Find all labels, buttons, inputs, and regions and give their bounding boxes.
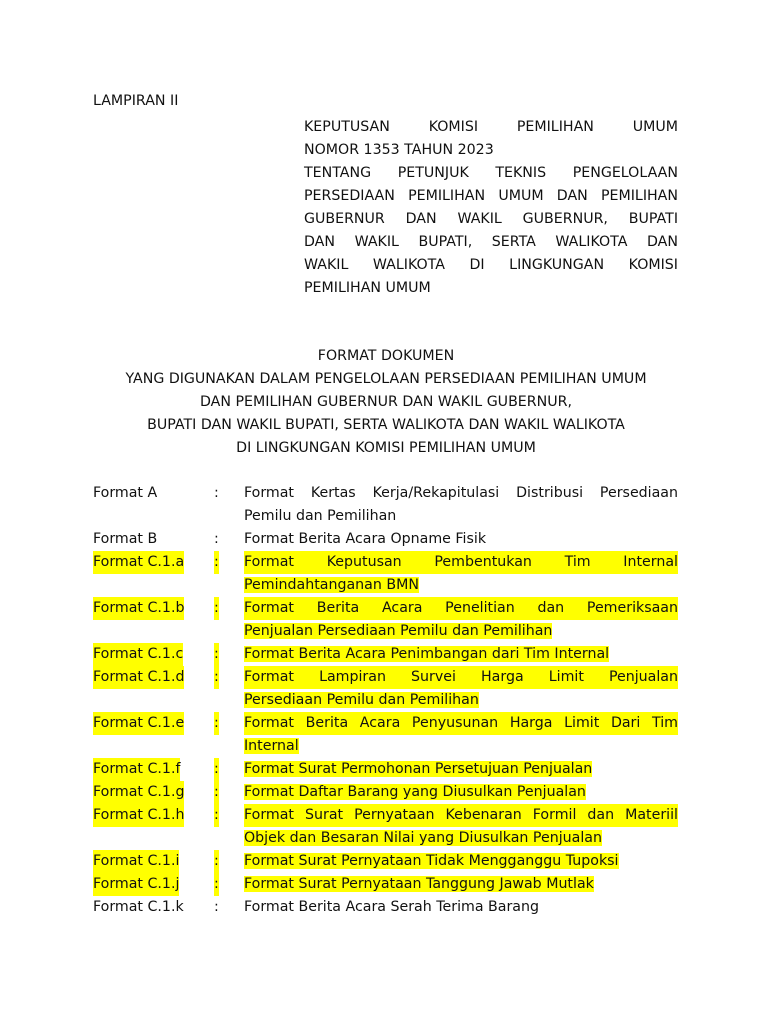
format-description-text: Objek dan Besaran Nilai yang Diusulkan Penjualan (244, 830, 602, 846)
format-description (244, 643, 678, 666)
format-row (93, 597, 678, 643)
format-description (244, 873, 678, 896)
format-colon: : (214, 531, 219, 547)
format-description-text: Format Berita Acara Serah Terima Barang (244, 899, 539, 915)
format-colon: : (214, 781, 219, 804)
format-row (93, 781, 678, 804)
format-description (244, 666, 678, 712)
reference-line: DAN WAKIL BUPATI, SERTA WALIKOTA DAN (304, 234, 678, 250)
format-colon: : (214, 850, 219, 873)
format-description-line (244, 643, 678, 666)
format-code: Format C.1.j (93, 873, 179, 896)
lampiran-label: LAMPIRAN II (93, 93, 179, 109)
format-description-line (244, 482, 678, 505)
format-code: Format A (93, 485, 158, 501)
format-row (93, 551, 678, 597)
format-description-text: Format Berita Acara Penimbangan dari Tim Internal (244, 646, 610, 662)
format-description-text: Format Surat Permohonan Persetujuan Penjualan (244, 761, 593, 777)
format-code: Format C.1.k (93, 899, 184, 915)
format-colon: : (214, 485, 219, 501)
format-row (93, 482, 678, 528)
format-colon: : (214, 643, 219, 666)
format-description (244, 850, 678, 873)
format-row (93, 528, 678, 551)
format-description-text: Format Surat Pernyataan Kebenaran Formil dan Materiil (244, 807, 678, 823)
format-description-line (244, 666, 678, 689)
format-description-line (244, 528, 678, 551)
format-description-text: Format Lampiran Survei Harga Limit Penjualan (244, 669, 678, 685)
format-description-line (244, 896, 678, 919)
format-description-line (244, 505, 678, 528)
format-description-line (244, 597, 678, 620)
format-description-line (244, 689, 678, 712)
format-description-line (244, 735, 678, 758)
format-description (244, 482, 678, 528)
reference-line: GUBERNUR DAN WAKIL GUBERNUR, BUPATI (304, 211, 678, 227)
format-description-text: Pemindahtanganan BMN (244, 577, 419, 593)
format-list (93, 482, 678, 919)
format-colon: : (214, 666, 219, 689)
format-row (93, 850, 678, 873)
format-description (244, 528, 678, 551)
reference-line: TENTANG PETUNJUK TEKNIS PENGELOLAAN (304, 165, 678, 181)
format-code: Format C.1.d (93, 666, 184, 689)
format-row (93, 758, 678, 781)
reference-line: KEPUTUSAN KOMISI PEMILIHAN UMUM (304, 119, 678, 135)
format-colon: : (214, 758, 219, 781)
format-description-text: Format Surat Pernyataan Tidak Mengganggu Tupoksi (244, 853, 619, 869)
format-code: Format C.1.e (93, 712, 184, 735)
format-code: Format C.1.g (93, 781, 184, 804)
format-description-text: Penjualan Persediaan Pemilu dan Pemilihan (244, 623, 553, 639)
format-colon: : (214, 551, 219, 574)
format-description-text: Internal (244, 738, 299, 754)
format-row (93, 804, 678, 850)
format-description-text: Format Keputusan Pembentukan Tim Internal (244, 554, 678, 570)
format-description-line (244, 712, 678, 735)
format-description (244, 896, 678, 919)
format-code: Format C.1.b (93, 597, 184, 620)
format-code: Format B (93, 531, 158, 547)
title-line: DAN PEMILIHAN GUBERNUR DAN WAKIL GUBERNUR, (200, 394, 572, 410)
format-description-line (244, 620, 678, 643)
title-line: FORMAT DOKUMEN (317, 348, 455, 364)
format-description (244, 597, 678, 643)
format-description-line (244, 551, 678, 574)
format-description (244, 551, 678, 597)
format-colon: : (214, 712, 219, 735)
reference-line: PEMILIHAN UMUM (304, 280, 431, 296)
format-row (93, 712, 678, 758)
format-description (244, 712, 678, 758)
format-code: Format C.1.i (93, 850, 179, 873)
decree-reference (304, 116, 678, 300)
title-line: YANG DIGUNAKAN DALAM PENGELOLAAN PERSEDIAAN PEMILIHAN UMUM (125, 371, 647, 387)
format-description-line (244, 758, 678, 781)
format-description-text: Persediaan Pemilu dan Pemilihan (244, 692, 479, 708)
format-code: Format C.1.a (93, 551, 184, 574)
format-description-text: Format Berita Acara Penyusunan Harga Limit Dari Tim (244, 715, 678, 731)
format-row (93, 643, 678, 666)
format-row (93, 666, 678, 712)
format-description-text: Format Kertas Kerja/Rekapitulasi Distribusi Persediaan (244, 485, 678, 501)
document-title (70, 345, 702, 460)
format-description (244, 781, 678, 804)
format-description-text: Format Berita Acara Opname Fisik (244, 531, 487, 547)
format-colon: : (214, 873, 219, 896)
format-row (93, 896, 678, 919)
format-row (93, 873, 678, 896)
format-description-text: Pemilu dan Pemilihan (244, 508, 397, 524)
format-description (244, 804, 678, 850)
format-description-line (244, 804, 678, 827)
format-description-text: Format Berita Acara Penelitian dan Pemeriksaan (244, 600, 678, 616)
format-description-line (244, 781, 678, 804)
reference-line: NOMOR 1353 TAHUN 2023 (304, 142, 494, 158)
format-description-line (244, 827, 678, 850)
format-description-text: Format Surat Pernyataan Tanggung Jawab Mutlak (244, 876, 594, 892)
format-description-line (244, 574, 678, 597)
title-line: DI LINGKUNGAN KOMISI PEMILIHAN UMUM (236, 440, 536, 456)
format-colon: : (214, 597, 219, 620)
format-colon: : (214, 804, 219, 827)
reference-line: PERSEDIAAN PEMILIHAN UMUM DAN PEMILIHAN (304, 188, 678, 204)
format-code: Format C.1.h (93, 804, 184, 827)
format-colon: : (214, 899, 219, 915)
format-description-line (244, 873, 678, 896)
format-description-text: Format Daftar Barang yang Diusulkan Penjualan (244, 784, 586, 800)
format-code: Format C.1.c (93, 643, 183, 666)
format-description-line (244, 850, 678, 873)
title-line: BUPATI DAN WAKIL BUPATI, SERTA WALIKOTA DAN WAKIL WALIKOTA (147, 417, 625, 433)
reference-line: WAKIL WALIKOTA DI LINGKUNGAN KOMISI (304, 257, 678, 273)
format-description (244, 758, 678, 781)
format-code: Format C.1.f (93, 758, 180, 781)
